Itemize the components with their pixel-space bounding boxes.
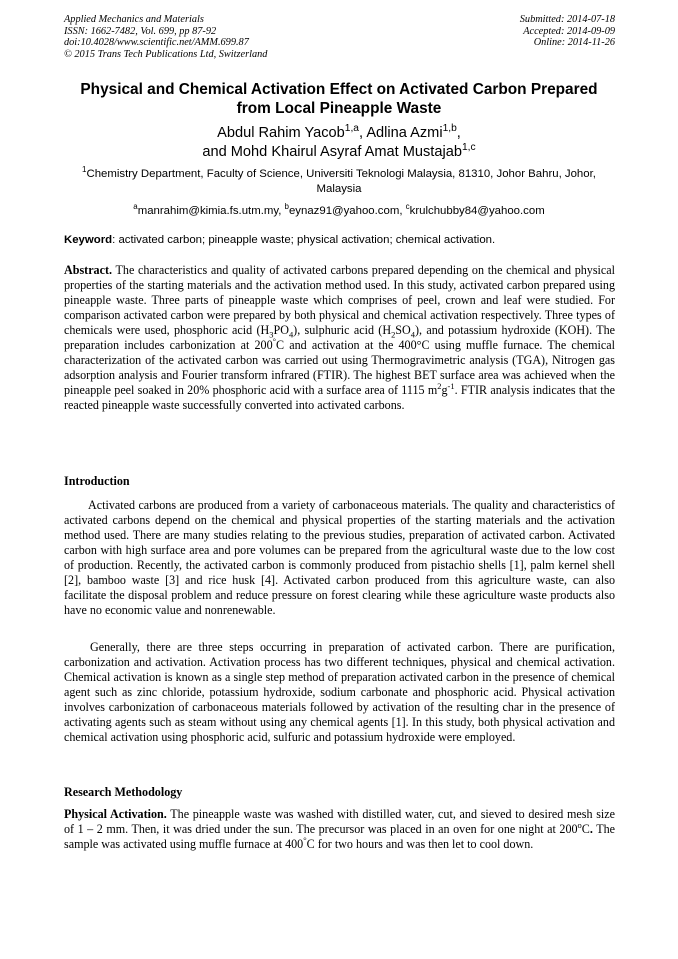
subsection-label: Physical Activation.	[64, 807, 167, 821]
online-date: Online: 2014-11-26	[533, 37, 615, 49]
submitted-date: Submitted: 2014-07-18	[519, 14, 615, 25]
author-line-2	[50, 143, 628, 162]
abstract-text: ), and potassium hydroxide (KOH). The preparation includes carbonization at 200	[64, 323, 615, 353]
abstract-text: The characteristics and quality of activated carbons prepared depending on the chemical and physical properties of the starting materials and the activation method used. In this study, activated carbon prepared using pineapple waste. Three parts of pineapple waste which comprises of peel, crown and leaf were studied. For comparison activated carbon were prepared by both physical and chemical activation respectively. Three types of chemicals were used, phosphoric acid (H	[64, 263, 615, 338]
author-name: Adlina Azmi	[366, 125, 443, 141]
issn: ISSN: 1662-7482, Vol. 699, pp 87-92	[64, 25, 217, 37]
subscript: 4	[410, 329, 415, 340]
superscript: °	[272, 336, 277, 347]
introduction-paragraph-1: Activated carbons are produced from a variety of carbonaceous materials. The quality and characteristics of activated carbons depend on the chemical and physical properties of the starting materials and the activation method used. There are many studies relating to the previous studies, preparation of activated carbon. Activated carbon with high surface area and pore volumes can be prepared from the agricultural waste due to the low cost of production. Recently, the activated carbon is commonly produced from pistachio shells [1], palm kernel shell [2], bamboo waste [3] and rice husk [4]. Activated carbon produced from this agriculture waste, can also facilitate the disposal problem and reduce pressure on forest clearing while these agriculture waste products also have no economic value and nonrenewable.	[64, 498, 615, 618]
abstract-text: ), sulphuric acid (H	[293, 323, 392, 338]
abstract-text: C and activation at the 400°C using muffle furnace. The chemical characterization of the activated carbon was carried out using Thermogravimetric analysis (TGA), Nitrogen gas adsorption analysis and Fourier transform infrared (FTIR). The highest BET surface area was achieved when the pineapple peel soaked in 20% phosphoric acid with a surface area of 1115 m	[64, 338, 615, 398]
superscript: -1	[447, 381, 455, 392]
methodology-text: The pineapple waste was washed with distilled water, cut, and sieved to desired mesh size of 1 – 2 mm. Then, it was dried under the sun. The precursor was placed in an oven for one night at 200	[64, 807, 615, 837]
email-link[interactable]: krulchubby84@yahoo.com	[409, 205, 545, 217]
author-affil-mark: 1,b	[442, 123, 457, 135]
abstract-text: PO	[273, 323, 289, 338]
paper-title	[50, 80, 628, 118]
methodology-text: .	[589, 822, 593, 837]
keywords-label: Keyword	[64, 234, 113, 246]
affiliation-mark: 1	[82, 165, 87, 175]
abstract-text: g	[441, 383, 448, 398]
keywords-text: : activated carbon; pineapple waste; physical activation; chemical activation.	[112, 234, 496, 246]
subscript: 3	[269, 329, 274, 340]
email-mark: c	[405, 202, 410, 212]
author-emails	[60, 204, 618, 219]
email-mark: a	[133, 202, 138, 212]
title-line-1: Physical and Chemical Activation Effect on Activated Carbon Prepared	[80, 81, 598, 98]
introduction-paragraph-2: Generally, there are three steps occurring in preparation of activated carbon. There are purification, carbonization and activation. Activation process has two different techniques, physical and chemical activation. Chemical activation is known as a single step method of preparation activated carbon in the presence of chemical agent such as zinc chloride, potassium hydroxide, sodium carbonate and phosphoric acid. Physical activation involves carbonization of carbonaceous materials followed by activation of the resulting char in the presence of activating agents such as steam without using any chemical agents [1]. In this study, both physical activation and chemical activation using phosphoric acid, sulfuric and potassium hydroxide were employed.	[64, 640, 615, 745]
email-mark: b	[284, 202, 289, 212]
accepted-date: Accepted: 2014-09-09	[523, 25, 615, 37]
journal-meta	[64, 14, 364, 60]
methodology-text: C	[581, 822, 590, 837]
abstract-label: Abstract.	[64, 263, 113, 277]
author-affil-mark: 1,c	[461, 142, 476, 154]
abstract-text: SO	[395, 323, 411, 338]
methodology-text: The sample was activated using muffle furnace at 400	[64, 822, 615, 852]
superscript: o	[577, 820, 582, 831]
abstract	[64, 263, 615, 413]
author-name: Abdul Rahim Yacob	[217, 125, 345, 141]
title-line-2: from Local Pineapple Waste	[236, 100, 442, 117]
abstract-text: . FTIR analysis indicates that the reacted pineapple waste successfully converted into activated carbons.	[64, 383, 615, 413]
doi[interactable]: doi:10.4028/www.scientific.net/AMM.699.87	[64, 37, 249, 49]
affiliation	[60, 167, 618, 197]
subscript: 4	[288, 329, 294, 340]
keywords	[64, 233, 624, 248]
journal-name: Applied Mechanics and Materials	[64, 14, 204, 25]
copyright: © 2015 Trans Tech Publications Ltd, Switzerland	[64, 48, 268, 60]
methodology-text: C for two hours and was then let to cool down.	[306, 837, 534, 852]
subscript: 2	[391, 329, 396, 340]
methodology-paragraph	[64, 807, 615, 852]
section-heading-introduction: Introduction	[64, 474, 130, 488]
dates-meta	[355, 14, 615, 49]
email-link[interactable]: manrahim@kimia.fs.utm.my,	[137, 205, 285, 217]
affiliation-text: Chemistry Department, Faculty of Science, Universiti Teknologi Malaysia, 81310, Johor Bahru, Johor, Malaysia	[86, 168, 596, 195]
email-link[interactable]: eynaz91@yahoo.com,	[288, 205, 406, 217]
superscript: °	[303, 835, 307, 846]
section-heading-methodology: Research Methodology	[64, 785, 183, 799]
author-line-1: Abdul Rahim Yacob$^{1,a}$, Adlina Azmi$^{1,b}$,	[217, 123, 461, 141]
author-affil-mark: 1,a	[344, 123, 359, 135]
author-name: and Mohd Khairul Asyraf Amat Mustajab	[202, 144, 462, 160]
superscript: 2	[437, 381, 442, 392]
author-list	[50, 124, 628, 162]
